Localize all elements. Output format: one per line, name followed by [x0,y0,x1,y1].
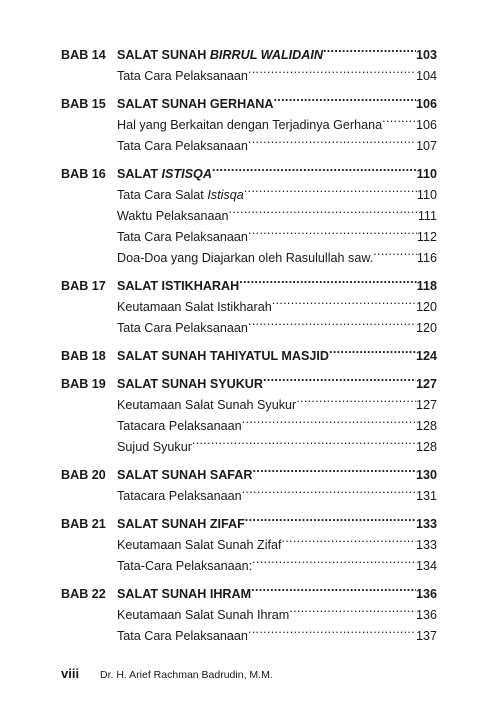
section-page: 116 [416,251,437,265]
chapter-number: BAB 22 [61,587,106,601]
dot-leader [248,220,417,241]
chapter-entry [61,38,437,83]
chapter-title [117,346,329,367]
dot-leader [382,108,416,129]
dot-leader [253,458,416,479]
section-page: 112 [416,230,437,244]
section-title-text: Keutamaan Salat Sunah Syukur [117,398,297,412]
dot-leader [251,577,416,598]
chapter-title [117,276,239,297]
chapter-title [117,465,253,486]
chapter-entry [61,269,437,335]
chapter-entry [61,458,437,503]
chapter-entry [61,367,437,454]
section-page: 136 [415,608,437,622]
chapter-title-italic: BIRRUL WALIDAIN [209,48,323,62]
section-page: 106 [415,118,437,132]
chapter-heading-row [61,38,437,62]
dot-leader [248,619,416,640]
chapter-number: BAB 20 [61,468,106,482]
section-page: 128 [415,419,437,433]
dot-leader [242,479,416,500]
page-footer [61,666,273,686]
section-title-text: Waktu Pelaksanaan [117,209,229,223]
section-title [117,66,248,87]
chapter-title [117,374,263,395]
chapter-entry [61,577,437,643]
dot-leader [252,549,416,570]
section-title [117,437,192,458]
section-title-text: Sujud Syukur [117,440,192,454]
dot-leader [289,598,416,619]
page-number: viii [61,666,80,681]
table-of-contents [61,38,437,647]
chapter-heading-row [61,458,437,482]
section-title-text: Tata Cara Pelaksanaan [117,230,248,244]
chapter-title-italic: ISTISQA [161,167,212,181]
section-title-text: Tata Cara Pelaksanaan [117,629,248,643]
dot-leader [263,367,416,388]
section-title-text: Tatacara Pelaksanaan [117,419,242,433]
chapter-page: 103 [415,48,437,62]
chapter-page: 133 [415,517,437,531]
chapter-number: BAB 16 [61,167,106,181]
dot-leader [239,269,416,290]
section-title-text: Tata Cara Pelaksanaan [117,69,248,83]
author-name: Dr. H. Arief Rachman Badrudin, M.M. [100,669,273,681]
chapter-title-text: SALAT [117,167,162,181]
section-title-text: Keutamaan Salat Istikharah [117,300,272,314]
section-page: 111 [417,209,437,223]
chapter-number: BAB 19 [61,377,106,391]
dot-leader [323,38,416,59]
chapter-number: BAB 14 [61,48,106,62]
chapter-title [117,584,251,605]
section-title-text: Keutamaan Salat Sunah Zifaf [117,538,282,552]
dot-leader [282,528,416,549]
chapter-heading-row [61,367,437,391]
chapter-number: BAB 21 [61,517,106,531]
dot-leader [272,290,416,311]
chapter-title [117,164,212,185]
chapter-title-text: SALAT SUNAH SYUKUR [117,377,263,391]
section-title [117,486,242,507]
dot-leader [248,59,416,80]
section-page: 110 [416,188,437,202]
chapter-entry [61,87,437,153]
chapter-title-text: SALAT SUNAH SAFAR [117,468,253,482]
chapter-entry [61,339,437,363]
chapter-page: 130 [415,468,437,482]
chapter-heading-row [61,157,437,181]
section-page: 127 [415,398,437,412]
section-page: 137 [415,629,437,643]
section-title [117,185,244,206]
chapter-heading-row [61,577,437,601]
dot-leader [229,199,417,220]
chapter-page: 110 [416,167,437,181]
chapter-title [117,514,245,535]
section-title-text: Tata Cara Salat [117,188,208,202]
chapter-page: 124 [415,349,437,363]
chapter-heading-row [61,269,437,293]
chapter-title-text: SALAT SUNAH ZIFAF [117,517,245,531]
chapter-title [117,94,274,115]
dot-leader [192,430,416,451]
section-page: 120 [415,300,437,314]
dot-leader [274,87,416,108]
section-title-text: Tata-Cara Pelaksanaan: [117,559,253,573]
chapter-heading-row [61,339,437,363]
section-title [117,626,248,647]
section-page: 104 [415,69,437,83]
chapter-title-text: SALAT SUNAH GERHANA [117,97,274,111]
section-page: 107 [415,139,437,153]
section-page: 128 [415,440,437,454]
chapter-number: BAB 17 [61,279,106,293]
section-page: 120 [415,321,437,335]
dot-leader [296,388,416,409]
chapter-page: 127 [415,377,437,391]
section-title-text: Keutamaan Salat Sunah Ihram [117,608,290,622]
section-title-italic: Istisqa [207,188,244,202]
dot-leader [245,507,416,528]
section-title-text: Tata Cara Pelaksanaan [117,139,248,153]
chapter-page: 106 [415,97,437,111]
chapter-title-text: SALAT SUNAH TAHIYATUL MASJID [117,349,330,363]
section-title [117,206,229,227]
chapter-heading-row [61,87,437,111]
dot-leader [329,339,416,360]
chapter-entry [61,157,437,265]
section-page: 133 [415,538,437,552]
dot-leader [248,311,416,332]
chapter-entry [61,507,437,573]
dot-leader [212,157,417,178]
section-title-text: Hal yang Berkaitan dengan Terjadinya Gerhana [117,118,383,132]
chapter-title-text: SALAT ISTIKHARAH [117,279,240,293]
section-title-text: Tata Cara Pelaksanaan [117,321,248,335]
section-title-text: Tatacara Pelaksanaan [117,489,242,503]
chapter-number: BAB 15 [61,97,106,111]
chapter-title-text: SALAT SUNAH [117,48,210,62]
section-title [117,556,252,577]
chapter-page: 118 [416,279,437,293]
chapter-heading-row [61,507,437,531]
section-title [117,318,248,339]
section-title-text: Doa-Doa yang Diajarkan oleh Rasulullah saw. [117,251,374,265]
dot-leader [373,241,417,262]
section-title [117,248,373,269]
section-title [117,227,248,248]
dot-leader [248,129,416,150]
dot-leader [242,409,416,430]
dot-leader [244,178,417,199]
section-title [117,136,248,157]
section-page: 131 [415,489,437,503]
chapter-page: 136 [415,587,437,601]
chapter-title-text: SALAT SUNAH IHRAM [117,587,252,601]
section-page: 134 [415,559,437,573]
chapter-number: BAB 18 [61,349,106,363]
